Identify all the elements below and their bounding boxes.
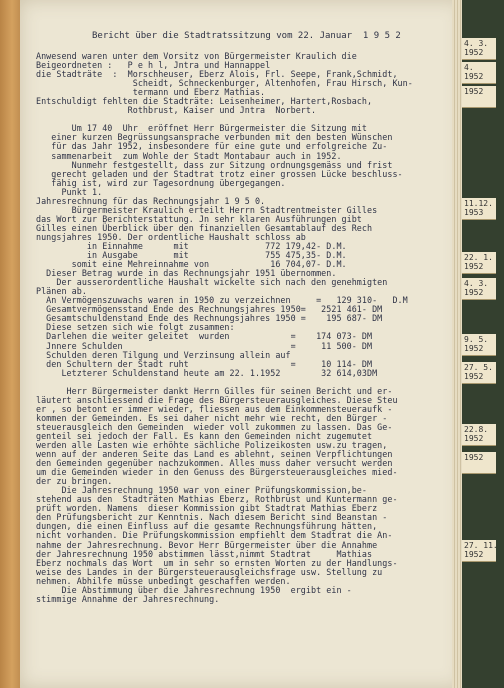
text-line: genteil sei jedoch der Fall. Es kann den Gemeinden nicht zugemutet [36, 430, 373, 441]
text-line: dungen, die einen Einfluss auf die gesamte Rechnungsführung hätten, [36, 521, 378, 532]
report-body [36, 52, 456, 604]
text-line: somit eine Mehreinnahme von 16 704,07- D.M. [36, 259, 347, 270]
text-line: Entschuldigt fehlten die Stadträte: Leisenheimer, Hartert,Rosbach, [36, 96, 373, 107]
text-line: Gilles einen Überblick über den finanziellen Gesamtablauf des Rech [36, 222, 373, 233]
index-tab[interactable]: 4. 1952 [462, 62, 496, 84]
text-line: werden alle Lasten wie erhöhte sächliche Polizeikosten usw.zu tragen, [36, 440, 388, 451]
text-line: wenn auf der anderen Seite das Land es ablehnt, seinen Verpflichtungen [36, 449, 393, 460]
text-line: den Prüfungsbericht zur Kenntnis. Nach diesem Bericht sind Beanstan - [36, 512, 388, 523]
text-line: Der ausserordentliche Haushalt wickelte sich nach den genehmigten [36, 277, 388, 288]
text-line: steuerausgleich den Gemeinden wieder voll zukommen zu lassen. Das Ge- [36, 421, 393, 432]
index-tab[interactable]: 27. 11. 1952 [462, 540, 496, 562]
text-line: Scheidt, Schneckenburger, Altenhofen, Frau Hirsch, Kun- [36, 78, 413, 89]
text-line: Jnnere Schulden = 11 500- DM [36, 340, 373, 351]
index-tab[interactable]: 9. 5. 1952 [462, 334, 496, 356]
text-line: den Schultern der Stadt ruht = 10 114- DM [36, 358, 373, 369]
text-line: für das Jahr 1952, insbesondere für eine gute und erfolgreiche Zu- [36, 141, 388, 152]
text-line: Beigeordneten : P e h l, Jntra und Hannappel [36, 60, 271, 71]
text-line: Punkt 1. [36, 186, 103, 197]
text-line: Anwesend waren unter dem Vorsitz von Bürgermeister Kraulich die [36, 51, 357, 61]
text-line: nehmen. Abhilfe müsse unbedingt geschaffen werden. [36, 575, 291, 586]
text-line: Letzterer Schuldenstand heute am 22. 1.1952 32 614,03DM [36, 367, 378, 378]
text-line: Um 17 40 Uhr eröffnet Herr Bürgermeister die Sitzung mit [36, 123, 367, 134]
text-line: Jahresrechnung für das Rechnungsjahr 1 9 5 0. [36, 195, 266, 206]
text-line: nungsjahres 1950. Der ordentliche Haushalt schloss ab [36, 231, 306, 242]
text-line: gerecht geladen und der Stadtrat trotz einer grossen Lücke beschluss- [36, 168, 403, 179]
text-line: prüft worden. Namens dieser Kommission gibt Stadtrat Mathias Eberz [36, 503, 378, 514]
text-line: stehend aus den Stadträten Mathias Eberz, Rothbrust und Kuntermann ge- [36, 494, 398, 505]
text-line: in Ausgabe mit 755 475,35- D.M. [36, 250, 347, 261]
text-line: kommen der Gemeinden. Es sei daher nicht mehr wie recht, den Bürger - [36, 412, 388, 423]
text-line: läutert anschliessend die Frage des Bürgersteuerausgleiches. Diese Steu [36, 394, 398, 405]
index-tab[interactable]: 22. 1. 1952 [462, 252, 496, 274]
binder-spine [0, 0, 20, 688]
text-line: nicht vorhanden. Die Prüfungskommission empfiehlt dem Stadtrat die An- [36, 530, 393, 541]
index-tabs [462, 0, 504, 688]
text-line: Die Jahresrechnung 1950 war von einer Prüfungskommission,be- [36, 485, 367, 496]
index-tab[interactable]: 4. 3. 1952 [462, 278, 496, 300]
text-line: Schulden deren Tilgung und Verzinsung allein auf [36, 349, 291, 360]
text-line: termann und Eberz Mathias. [36, 87, 266, 98]
text-line: um die Gemeinden wieder in den Genuss des Bürgersteuerausgleiches mied- [36, 467, 398, 478]
text-line: der zu bringen. [36, 476, 113, 487]
text-line: stimmige Annahme der Jahresrechnung. [36, 593, 220, 604]
text-line: Nunmehr festgestellt, dass zur Sitzung ordnungsgemäss und frist [36, 159, 393, 170]
index-tab[interactable]: 11.12. 1953 [462, 198, 496, 220]
text-line: er , so betont er immer wieder, fliessen aus dem Einkommensteueraufk - [36, 403, 393, 414]
text-line: den Gemeinden gegenüber nachzukommen. Alles muss daher versucht werden [36, 458, 393, 469]
text-line: Rothbrust, Kaiser und Jntra Norbert. [36, 105, 317, 116]
text-line: Diese setzen sich wie folgt zusammen: [36, 322, 235, 333]
text-line: der Jahresrechnung 1950 abstimmen lässt,nimmt Stadtrat Mathias [36, 548, 373, 559]
text-line: sammenarbeit zum Wohle der Stadt Montabaur auch in 1952. [36, 150, 342, 161]
index-tab[interactable]: 1952 [462, 86, 496, 108]
text-line: in Einnahme mit 772 179,42- D.M. [36, 240, 347, 251]
text-line: Die Abstimmung über die Jahresrechnung 1950 ergibt ein - [36, 584, 352, 595]
text-line: Plänen ab. [36, 286, 87, 297]
text-line: Gesamtvermögensstand Ende des Rechnungsjahres 1950= 2521 461- DM [36, 304, 383, 315]
text-line: Herr Bürgermeister dankt Herrn Gilles für seinen Bericht und er- [36, 385, 393, 396]
text-line: nahme der Jahresrechnung. Bevor Herr Bürgermeister über die Annahme [36, 539, 378, 550]
text-line: weise des Landes in der Bürgersteuerausgleichsfrage usw. Stellung zu [36, 566, 383, 577]
text-line: die Stadträte : Morschheuser, Eberz Alois, Frl. Seepe, Frank,Schmidt, [36, 69, 398, 80]
index-tab[interactable]: 22.8. 1952 [462, 424, 496, 446]
text-line: Dieser Betrag wurde in das Rechnungsjahr 1951 übernommen. [36, 268, 337, 279]
text-line: Darlehen die weiter geleitet wurden = 174 073- DM [36, 331, 373, 342]
index-tab[interactable]: 4. 3. 1952 [462, 38, 496, 60]
text-line: An Vermögenszuwachs waren in 1950 zu verzeichnen = 129 310- D.M [36, 295, 408, 306]
report-title: Bericht über die Stadtratssitzung vom 22. Januar 1 9 5 2 [92, 31, 401, 41]
text-line: einer kurzen Begrüssungsansprache verbunden mit den besten Wünschen [36, 132, 393, 143]
text-line: Bürgermeister Kraulich erteilt Herrn Stadtrentmeister Gilles [36, 204, 378, 215]
text-line: das Wort zur Berichterstattung. Jn sehr klaren Ausführungen gibt [36, 213, 362, 224]
text-line: Eberz nochmals das Wort um in sehr so ernsten Worten zu der Handlungs- [36, 557, 398, 568]
index-tab[interactable]: 27. 5. 1952 [462, 362, 496, 384]
text-line: Gesamtschuldenstand Ende des Rechnungsjahres 1950 = 195 687- DM [36, 313, 383, 324]
index-tab[interactable]: 1952 [462, 452, 496, 474]
text-line: fähig ist, wird zur Tagesordnung übergegangen. [36, 177, 286, 188]
